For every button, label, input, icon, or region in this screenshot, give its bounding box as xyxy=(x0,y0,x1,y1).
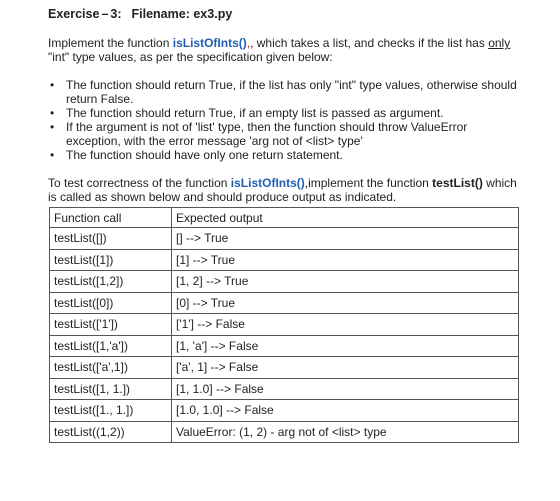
expected-output-cell: [] --> True xyxy=(172,228,519,250)
expected-output-cell: ['a', 1] --> False xyxy=(172,357,519,379)
column-header-function-call: Function call xyxy=(50,208,172,228)
function-call-cell: testList(['1']) xyxy=(50,314,172,336)
exercise-heading xyxy=(48,6,518,22)
bullet-icon: • xyxy=(50,120,55,134)
spec-item-text: The function should return True, if the list has only "int" type values, otherwise should return False. xyxy=(66,78,517,106)
table-row xyxy=(50,228,519,250)
filename: ex3.py xyxy=(193,7,233,21)
table-header-row xyxy=(50,208,519,228)
table-row xyxy=(50,249,519,271)
column-header-expected-output: Expected output xyxy=(172,208,519,228)
function-call-cell: testList([1,'a']) xyxy=(50,335,172,357)
intro-text-2: , which takes a list, and checks if the list has xyxy=(250,36,489,50)
function-call-cell: testList(['a',1]) xyxy=(50,357,172,379)
function-call-cell: testList([1]) xyxy=(50,249,172,271)
table-row xyxy=(50,292,519,314)
spec-item xyxy=(48,120,518,148)
specification-list xyxy=(48,78,518,162)
function-call-cell: testList([]) xyxy=(50,228,172,250)
test-paragraph xyxy=(48,176,518,204)
expected-output-cell: [1] --> True xyxy=(172,249,519,271)
bullet-icon: • xyxy=(50,106,55,120)
expected-output-cell: [1, 2] --> True xyxy=(172,271,519,293)
function-call-cell: testList([1,2]) xyxy=(50,271,172,293)
intro-paragraph xyxy=(48,36,518,64)
intro-text-1: Implement the function xyxy=(48,36,173,50)
table-row xyxy=(50,357,519,379)
bullet-icon: • xyxy=(50,148,55,162)
expected-output-cell: [1.0, 1.0] --> False xyxy=(172,400,519,422)
function-call-cell: testList([1, 1.]) xyxy=(50,378,172,400)
expected-output-cell: [0] --> True xyxy=(172,292,519,314)
heading-dash: – xyxy=(101,7,109,21)
function-call-cell: testList([1., 1.]) xyxy=(50,400,172,422)
expected-output-cell: [1, 1.0] --> False xyxy=(172,378,519,400)
intro-text-3: "int" type values, as per the specification given below: xyxy=(48,50,333,64)
document-page xyxy=(48,6,518,443)
expected-output-cell: ['1'] --> False xyxy=(172,314,519,336)
table-row xyxy=(50,421,519,443)
spec-item-text: The function should return True, if an empty list is passed as argument. xyxy=(66,106,444,120)
function-name-isListOfInts: isListOfInts() xyxy=(230,176,305,190)
bullet-icon: • xyxy=(50,78,55,92)
test-text-2: ,implement the function xyxy=(304,176,433,190)
expected-output-cell: [1, 'a'] --> False xyxy=(172,335,519,357)
spec-item-text: The function should have only one return statement. xyxy=(66,148,343,162)
test-text-1: To test correctness of the function xyxy=(48,176,231,190)
table-row xyxy=(50,378,519,400)
function-name-isListOfInts: isListOfInts() xyxy=(172,36,247,50)
function-call-cell: testList((1,2)) xyxy=(50,421,172,443)
table-row xyxy=(50,400,519,422)
function-call-cell: testList([0]) xyxy=(50,292,172,314)
expected-output-cell: ValueError: (1, 2) - arg not of <list> type xyxy=(172,421,519,443)
function-name-testList: testList() xyxy=(432,176,483,190)
table-row xyxy=(50,314,519,336)
spec-item xyxy=(48,106,518,120)
spec-item-text: If the argument is not of 'list' type, then the function should throw ValueError exception, with the error message 'arg not of <list> type' xyxy=(66,120,468,148)
table-row xyxy=(50,271,519,293)
intro-comma: , xyxy=(246,36,251,50)
table-row xyxy=(50,335,519,357)
test-cases-table xyxy=(49,207,519,443)
filename-label: Filename: xyxy=(131,7,190,21)
intro-emphasis-only: only xyxy=(488,36,511,50)
spec-item xyxy=(48,78,518,106)
exercise-number: 3: xyxy=(110,7,122,21)
test-text-3: which is called as shown below and should produce output as indicated. xyxy=(48,176,517,204)
exercise-label: Exercise xyxy=(48,7,100,21)
spec-item xyxy=(48,148,518,162)
